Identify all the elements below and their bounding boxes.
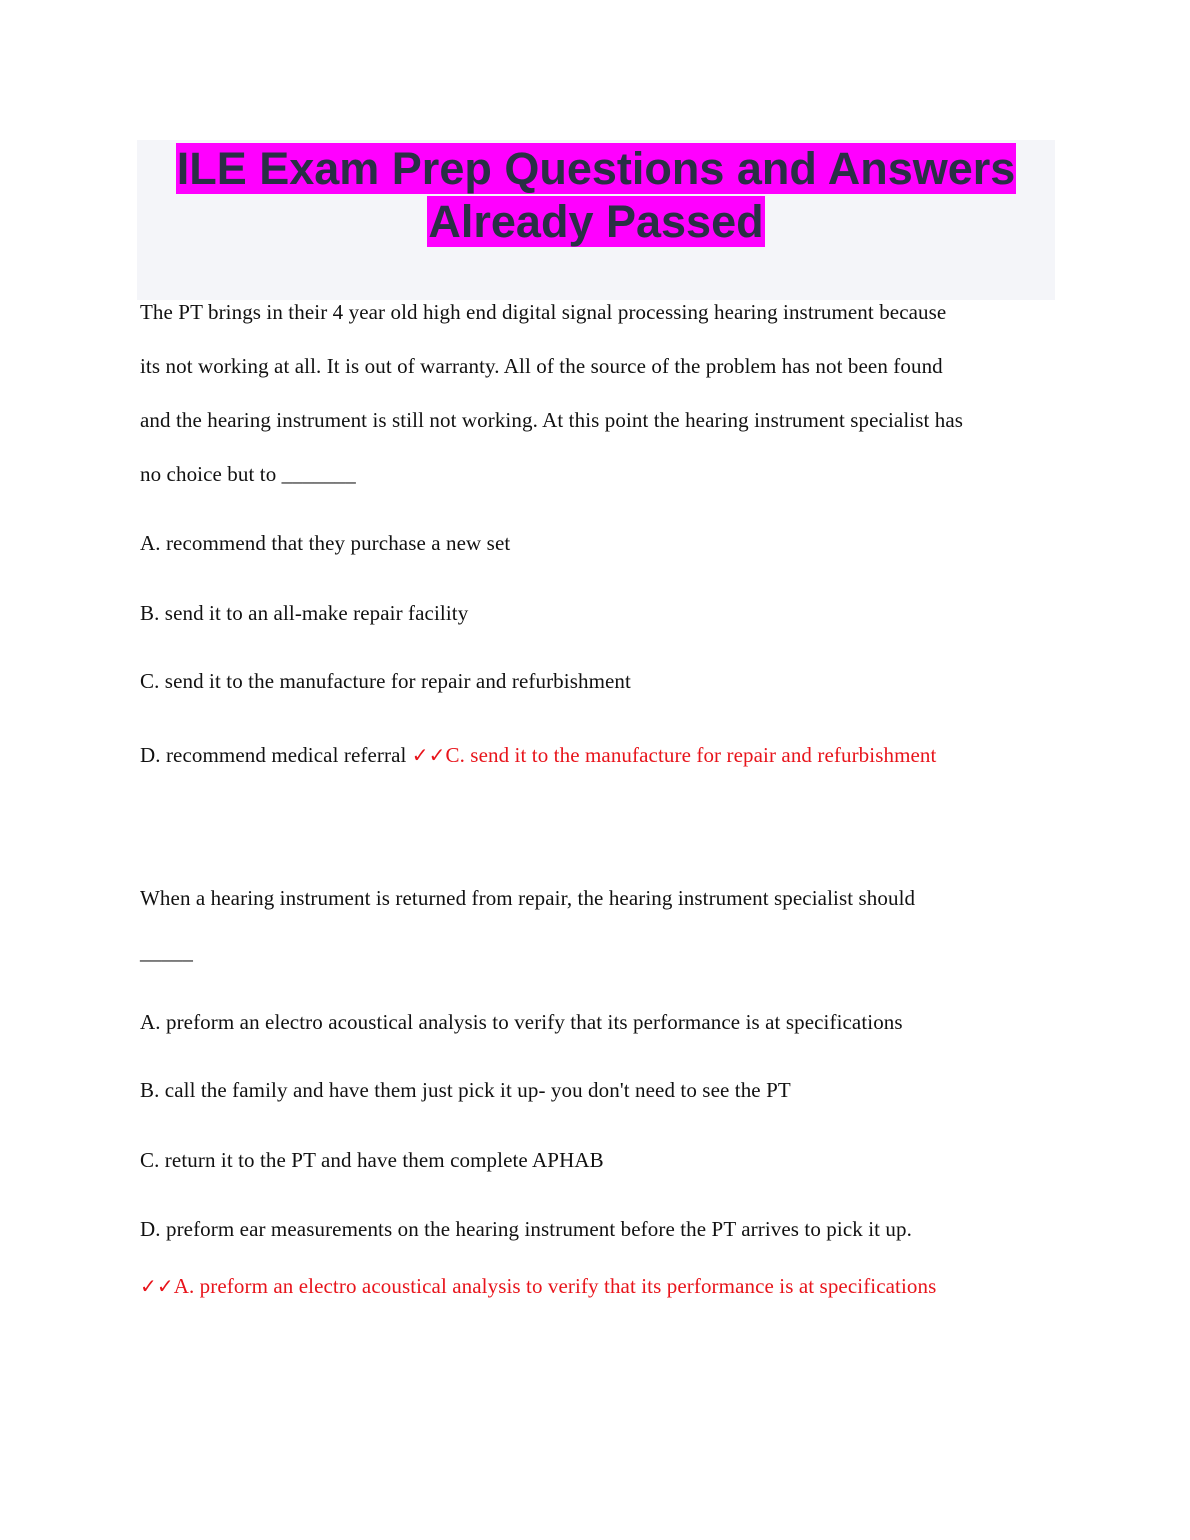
check-mark-icon: ✓✓ xyxy=(140,1274,174,1298)
q2-stem-line-1: When a hearing instrument is returned from repair, the hearing instrument specialist should xyxy=(140,886,916,910)
title-block xyxy=(137,140,1055,300)
q2-option-c: C. return it to the PT and have them complete APHAB xyxy=(140,1148,604,1172)
q1-stem-line-1: The PT brings in their 4 year old high end digital signal processing hearing instrument because xyxy=(140,300,947,324)
q1-option-c: C. send it to the manufacture for repair and refurbishment xyxy=(140,669,631,693)
q2-answer: A. preform an electro acoustical analysis to verify that its performance is at specifications xyxy=(173,1274,937,1298)
q2-option-b: B. call the family and have them just pick it up- you don't need to see the PT xyxy=(140,1078,791,1102)
document-title xyxy=(137,142,1055,248)
q1-option-a: A. recommend that they purchase a new set xyxy=(140,531,511,555)
q2-option-d: D. preform ear measurements on the hearing instrument before the PT arrives to pick it up. xyxy=(140,1217,912,1241)
title-line-2: Already Passed xyxy=(428,196,764,247)
q2-answer-row xyxy=(140,1274,936,1299)
q1-option-d: D. recommend medical referral xyxy=(140,743,412,767)
q2-stem-line-2: _____ xyxy=(140,940,193,964)
q1-stem-line-2: its not working at all. It is out of warranty. All of the source of the problem has not been found xyxy=(140,354,943,378)
q1-option-d-row xyxy=(140,743,936,768)
q1-answer: C. send it to the manufacture for repair and refurbishment xyxy=(445,743,937,767)
q2-option-a: A. preform an electro acoustical analysis to verify that its performance is at specifications xyxy=(140,1010,903,1034)
q1-stem-line-4: no choice but to _______ xyxy=(140,462,356,486)
q1-stem-line-3: and the hearing instrument is still not working. At this point the hearing instrument specialist has xyxy=(140,408,964,432)
q1-option-b: B. send it to an all-make repair facility xyxy=(140,601,469,625)
title-line-1: ILE Exam Prep Questions and Answers xyxy=(176,143,1016,194)
check-mark-icon: ✓✓ xyxy=(411,743,446,767)
